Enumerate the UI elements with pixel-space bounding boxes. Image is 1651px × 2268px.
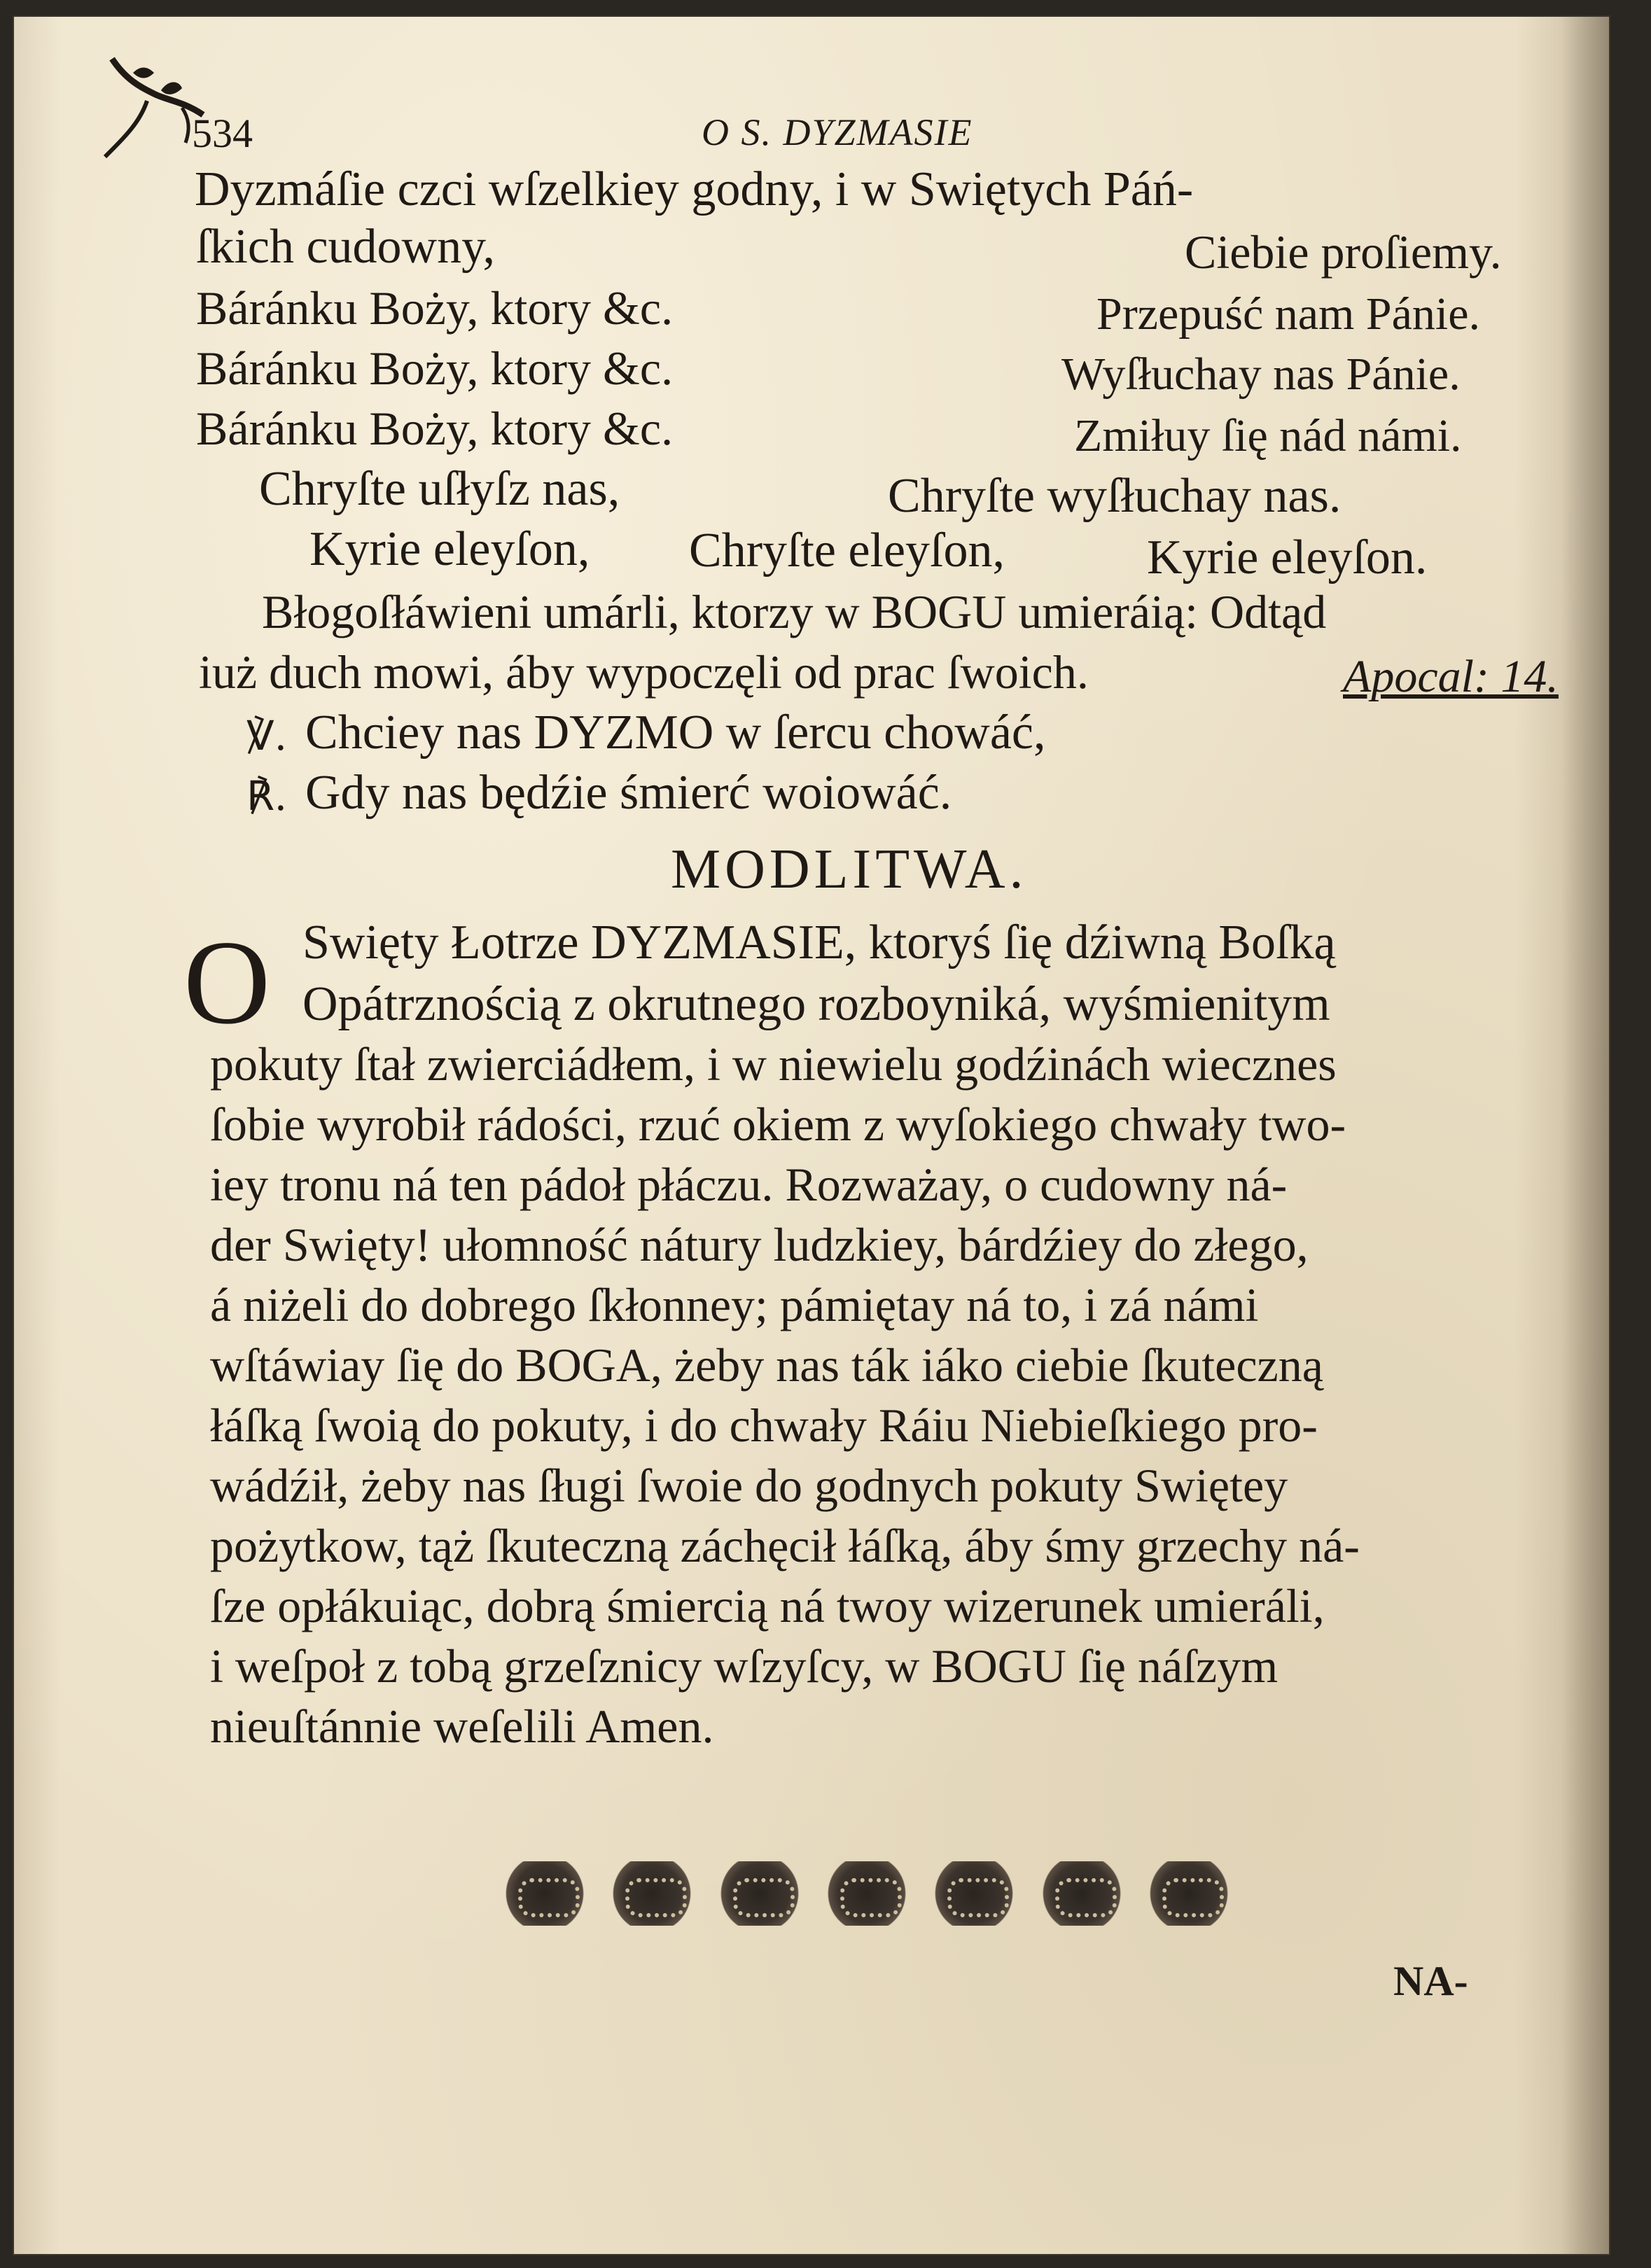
litany-response: Przepuść nam Pánie. [1096,288,1481,340]
drop-cap: O [183,916,271,1049]
litany-line: Báránku Boży, ktory &c. [196,402,674,455]
scripture-citation: Apocal: 14. [1343,651,1559,702]
prayer-line: á niżeli do dobrego ſkłonney; pámiętay ná to, i zá námi [210,1278,1259,1331]
christe-line: Chryſte wyſłuchay nas. [888,469,1342,523]
prayer-line: pożytkow, tąż ſkuteczną záchęcił łáſką, áby śmy grzechy ná- [210,1519,1360,1572]
versicle-symbol: ℣. [246,712,288,760]
page-gutter-shadow [1561,15,1610,2255]
prayer-line: łáſką ſwoią do pokuty, i do chwały Ráiu Niebieſkiego pro- [210,1399,1318,1452]
running-title: O S. DYZMASIE [702,111,973,153]
prayer-line: wádźił, żeby nas ſługi ſwoie do godnych pokuty Swiętey [210,1459,1288,1512]
litany-line: ſkich cudowny, [196,220,496,274]
book-page [13,15,1610,2255]
versicle-text: Chciey nas DYZMO w ſercu chowáć, [305,706,1046,760]
ornament-piece [1147,1861,1231,1926]
litany-line: Báránku Boży, ktory &c. [196,281,674,335]
printers-ornament-band [503,1855,1231,1932]
kyrie-line: Kyrie eleyſon. [1147,531,1428,584]
ornament-piece [932,1861,1016,1926]
response-symbol: ℟. [246,772,288,820]
prayer-line: ſze opłákuiąc, dobrą śmiercią ná twoy wizerunek umieráli, [210,1579,1325,1632]
litany-response: Zmiłuy ſię nád námi. [1074,410,1462,461]
prayer-line: wſtáwiay ſię do BOGA, żeby nas ták iáko ciebie ſkuteczną [210,1338,1323,1392]
prayer-line: ſobie wyrobił rádości, rzuć okiem z wyſokiego chwały two- [210,1098,1346,1151]
ornament-piece [1040,1861,1124,1926]
prayer-line: pokuty ſtał zwierciádłem, i w niewielu godźinách wiecznes [210,1037,1337,1091]
prayer-heading: MODLITWA. [671,839,1028,900]
prayer-line: i weſpoł z tobą grzeſznicy wſzyſcy, w BOGU ſię náſzym [210,1639,1279,1693]
ornament-piece [610,1861,694,1926]
prayer-line: Swięty Łotrze DYZMASIE, ktoryś ſię dźiwną Boſką [302,916,1336,969]
ornament-piece [825,1861,909,1926]
prayer-line: nieuſtánnie weſelili Amen. [210,1700,714,1753]
ornament-piece [718,1861,802,1926]
page-number: 534 [192,111,253,156]
kyrie-line: Chryſte eleyſon, [689,524,1005,578]
response-text: Gdy nas będźie śmierć woiowáć. [305,766,952,820]
kyrie-line: Kyrie eleyſon, [309,522,590,576]
litany-line: Dyzmáſie czci wſzelkiey godny, i w Swiętych Páń- [195,162,1194,216]
beati-line: Błogoſłáwieni umárli, ktorzy w BOGU umieráią: Odtąd [262,585,1327,638]
litany-response: Wyſłuchay nas Pánie. [1061,349,1461,400]
beati-line: iuż duch mowi, áby wypoczęli od prac ſwoich. [199,645,1089,699]
litany-response: Ciebie proſiemy. [1185,225,1502,279]
prayer-line: der Swięty! ułomność nátury ludzkiey, bárdźiey do złego, [210,1218,1309,1271]
prayer-line: Opátrznością z okrutnego rozboyniká, wyśmienitym [302,977,1330,1031]
prayer-line: iey tronu ná ten pádoł płáczu. Rozważay, o cudowny ná- [210,1158,1288,1211]
catchword: NA- [1393,1958,1468,2004]
ornament-piece [503,1861,587,1926]
christe-line: Chryſte uſłyſz nas, [259,462,620,516]
litany-line: Báránku Boży, ktory &c. [196,342,674,395]
